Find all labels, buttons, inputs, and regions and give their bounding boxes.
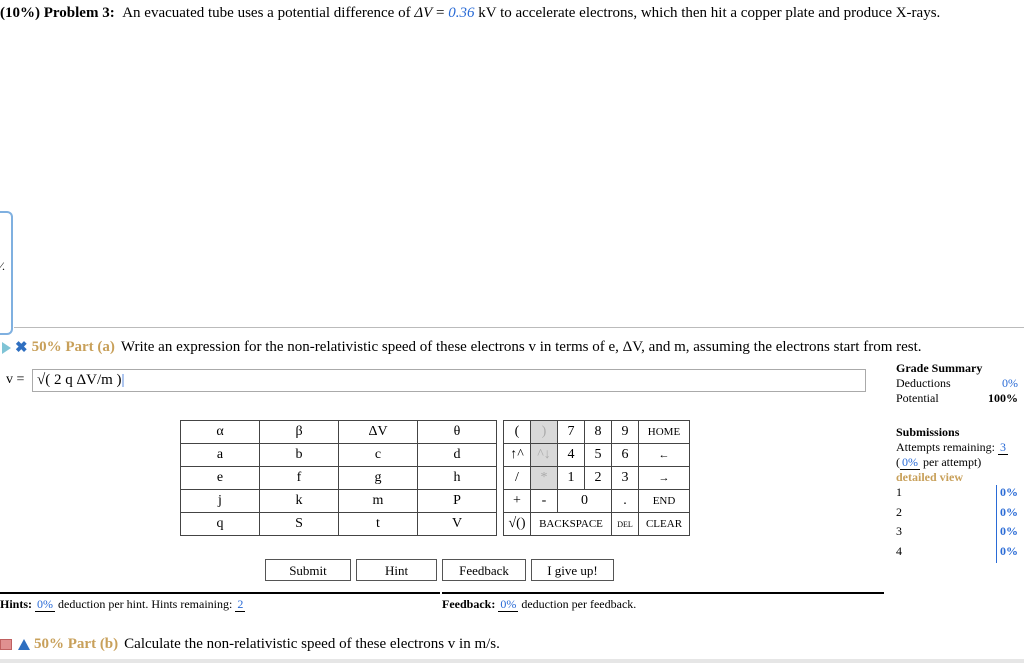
- problem-value: 0.36: [448, 5, 475, 21]
- hints-info: Hints: 0% deduction per hint. Hints remaining: 2: [0, 597, 244, 611]
- hint-deduction-pct: 0%: [37, 597, 54, 611]
- key-b[interactable]: b: [260, 444, 339, 467]
- submissions-title: Submissions: [896, 425, 960, 439]
- part-a-text: Write an expression for the non-relativistic speed of these electrons v in terms of e, ΔV, and m, assuming the electrons start from rest.: [120, 339, 922, 355]
- problem-eq: =: [436, 5, 445, 21]
- divider: [14, 327, 1024, 328]
- key-4[interactable]: 4: [558, 444, 585, 467]
- feedback-divider: [442, 592, 884, 594]
- answer-input[interactable]: √( 2 q ΔV/m )|: [32, 369, 866, 392]
- attempts-remaining: 3: [999, 440, 1006, 454]
- play-arrow-icon[interactable]: [2, 342, 11, 354]
- key-6[interactable]: 6: [612, 444, 639, 467]
- key-delta-v[interactable]: ΔV: [339, 421, 418, 444]
- grade-summary-title: Grade Summary: [896, 361, 983, 375]
- answer-label: v =: [6, 372, 25, 387]
- key-divide[interactable]: /: [504, 467, 531, 490]
- part-b-pct: 50% Part (b): [34, 636, 119, 652]
- key-e[interactable]: e: [181, 467, 260, 490]
- key-0[interactable]: 0: [558, 490, 612, 513]
- key-d[interactable]: d: [418, 444, 497, 467]
- key-left-arrow[interactable]: ←: [639, 444, 690, 467]
- problem-text-2: kV to accelerate electrons, which then hit a copper plate and produce X-rays.: [478, 5, 941, 21]
- key-3[interactable]: 3: [612, 467, 639, 490]
- submit-button[interactable]: Submit: [265, 559, 351, 581]
- key-8[interactable]: 8: [585, 421, 612, 444]
- variable-keypad: [180, 420, 497, 536]
- key-multiply[interactable]: *: [531, 467, 558, 490]
- warning-icon: [18, 639, 30, 650]
- key-del[interactable]: DEL: [612, 513, 639, 536]
- problem-statement: [0, 5, 940, 22]
- key-right-arrow[interactable]: →: [639, 467, 690, 490]
- key-2[interactable]: 2: [585, 467, 612, 490]
- key-c[interactable]: c: [339, 444, 418, 467]
- key-1[interactable]: 1: [558, 467, 585, 490]
- key-power-up[interactable]: ↑^: [504, 444, 531, 467]
- deductions-value: 0%: [1002, 376, 1018, 390]
- feedback-button[interactable]: Feedback: [442, 559, 526, 581]
- key-home[interactable]: HOME: [639, 421, 690, 444]
- hints-divider: [0, 592, 440, 594]
- key-7[interactable]: 7: [558, 421, 585, 444]
- attempt-row: 1 0%: [896, 485, 1018, 505]
- attempt-row: 4 0%: [896, 544, 1018, 564]
- key-alpha[interactable]: α: [181, 421, 260, 444]
- key-backspace[interactable]: BACKSPACE: [531, 513, 612, 536]
- close-x-icon: ✖: [15, 340, 28, 356]
- give-up-button[interactable]: I give up!: [531, 559, 614, 581]
- submissions-panel: Submissions Attempts remaining: 3 ( 0% per attempt) detailed view 1 0% 2 0% 3 0% 4 0%: [896, 425, 1018, 563]
- bottom-bar: [0, 659, 1024, 663]
- attempt-row: 2 0%: [896, 505, 1018, 525]
- key-a[interactable]: a: [181, 444, 260, 467]
- key-5[interactable]: 5: [585, 444, 612, 467]
- problem-text-1: An evacuated tube uses a potential difference of: [122, 5, 411, 21]
- part-a-pct: 50% Part (a): [31, 339, 115, 355]
- key-open-paren[interactable]: (: [504, 421, 531, 444]
- key-power-down[interactable]: ^↓: [531, 444, 558, 467]
- attempt-row: 3 0%: [896, 524, 1018, 544]
- per-attempt-pct: 0%: [902, 455, 918, 469]
- hint-button[interactable]: Hint: [356, 559, 437, 581]
- key-9[interactable]: 9: [612, 421, 639, 444]
- grade-summary: Grade Summary Deductions 0% Potential 100%: [896, 361, 1018, 405]
- problem-title: Problem 3:: [43, 5, 115, 21]
- part-a-header: [0, 338, 922, 357]
- key-t[interactable]: t: [339, 513, 418, 536]
- key-close-paren[interactable]: ): [531, 421, 558, 444]
- text-cursor: |: [121, 372, 125, 388]
- problem-weight: (10%): [0, 5, 40, 21]
- part-b-text: Calculate the non-relativistic speed of these electrons v in m/s.: [124, 636, 500, 652]
- key-s[interactable]: S: [260, 513, 339, 536]
- key-p[interactable]: P: [418, 490, 497, 513]
- key-minus[interactable]: -: [531, 490, 558, 513]
- feedback-deduction-pct: 0%: [500, 597, 517, 611]
- numeric-keypad: [503, 420, 690, 536]
- key-k[interactable]: k: [260, 490, 339, 513]
- potential-value: 100%: [988, 391, 1018, 405]
- key-f[interactable]: f: [260, 467, 339, 490]
- key-theta[interactable]: θ: [418, 421, 497, 444]
- key-clear[interactable]: CLEAR: [639, 513, 690, 536]
- key-h[interactable]: h: [418, 467, 497, 490]
- hints-remaining: 2: [237, 597, 244, 611]
- key-sqrt[interactable]: √(): [504, 513, 531, 536]
- part-b-header[interactable]: [0, 636, 500, 653]
- detailed-view-link[interactable]: detailed view: [896, 470, 963, 484]
- key-v[interactable]: V: [418, 513, 497, 536]
- key-j[interactable]: j: [181, 490, 260, 513]
- key-g[interactable]: g: [339, 467, 418, 490]
- side-mark: ⁄.: [0, 259, 6, 273]
- key-plus[interactable]: +: [504, 490, 531, 513]
- problem-var: ΔV: [414, 5, 433, 21]
- key-dot[interactable]: .: [612, 490, 639, 513]
- key-q[interactable]: q: [181, 513, 260, 536]
- part-b-status-icon: [0, 639, 12, 650]
- feedback-info: Feedback: 0% deduction per feedback.: [442, 597, 637, 611]
- key-beta[interactable]: β: [260, 421, 339, 444]
- key-end[interactable]: END: [639, 490, 690, 513]
- key-m[interactable]: m: [339, 490, 418, 513]
